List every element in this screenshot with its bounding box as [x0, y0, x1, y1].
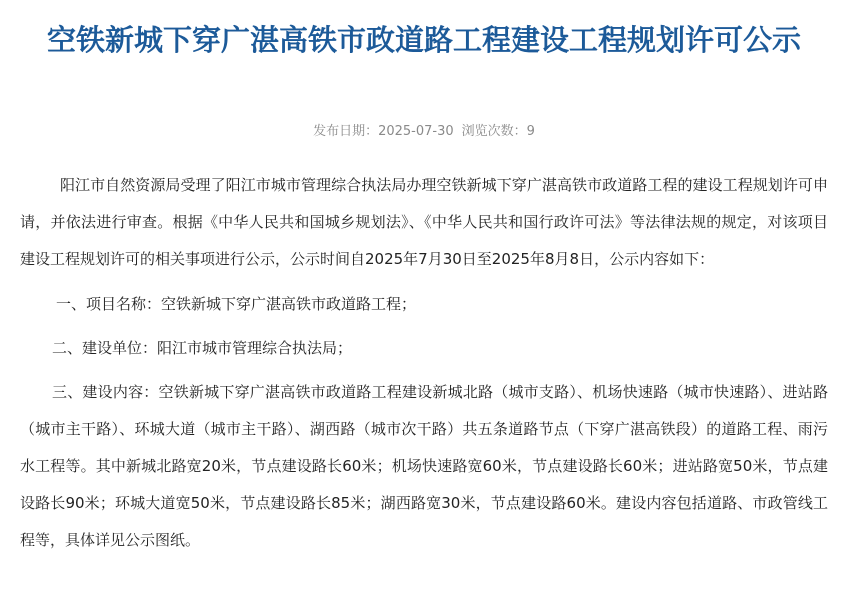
article-body [20, 167, 828, 559]
project-name-paragraph: 一、项目名称：空铁新城下穿广湛高铁市政道路工程； [56, 295, 417, 313]
view-count-label: 浏览次数： [461, 124, 527, 139]
intro-paragraph: 阳江市自然资源局受理了阳江市城市管理综合执法局办理空铁新城下穿广湛高铁市政道路工程的建设工程规划许可申请，并依法进行审查。根据《中华人民共和国城乡规划法》、《中华人民共和国行政许可法》等法律法规的规定，对该项目建设工程规划许可的相关事项进行公示，公示时间自2025年7月30日至2025年8月8日，公示内容如下： [20, 176, 828, 268]
construction-unit-paragraph: 二、建设单位：阳江市城市管理综合执法局； [52, 339, 353, 357]
article-title: 空铁新城下穿广湛高铁市政道路工程建设工程规划许可公示 [46, 23, 801, 57]
view-count: 9 [526, 124, 535, 139]
construction-content-paragraph: 三、建设内容：空铁新城下穿广湛高铁市政道路工程建设新城北路（城市支路）、机场快速路（城市快速路）、进站路（城市主干路）、环城大道（城市主干路）、湖西路（城市次干路）共五条道路节点（下穿广湛高铁段）的道路工程、雨污水工程等。其中新城北路宽20米，节点建设路长60米；机场快速路宽60米，节点建设路长60米；进站路宽50米，节点建设路长90米；环城大道宽50米，节点建设路长85米；湖西路宽30米，节点建设路60米。建设内容包括道路、市政管线工程等，具体详见公示图纸。 [20, 383, 828, 549]
publish-date-label: 发布日期： [313, 124, 379, 139]
publish-date: 2025-07-30 [378, 124, 454, 139]
article-meta [0, 123, 848, 141]
